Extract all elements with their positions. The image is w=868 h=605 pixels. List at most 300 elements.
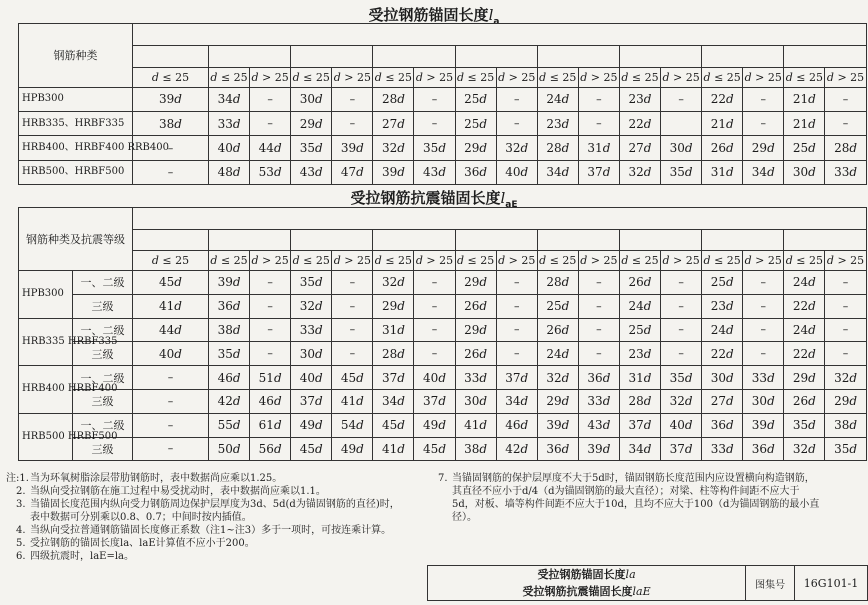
value-cell: 33d [825,160,866,184]
value-cell: – [332,87,373,111]
value-cell: 36d [455,160,496,184]
value-cell: 33d [702,437,743,461]
notes-left [6,472,404,563]
note-text: 当纵向受拉普通钢筋锚固长度修正系数（注1~注3）多于一项时，可按连乘计算。 [30,525,392,536]
table-row [19,294,867,318]
value-cell: 34d [209,87,250,111]
title-block [427,565,868,601]
value-cell: – [250,271,291,295]
value-cell: 25d [455,87,496,111]
atlas-label: 图集号 [746,566,795,601]
value-cell: 38d [133,112,209,136]
value-cell: 30d [743,389,784,413]
value-cell: 28d [537,271,578,295]
value-cell: 24d [537,342,578,366]
value-cell: 38d [209,318,250,342]
value-cell: 25d [455,112,496,136]
diameter-le-25-header: d ≤ 25 [209,67,250,87]
value-cell: 55d [209,413,250,437]
note-item [6,498,404,524]
value-cell: 38d [825,413,866,437]
value-cell: 29d [825,389,866,413]
grade-header [784,46,866,67]
value-cell: – [496,318,537,342]
value-cell: – [496,342,537,366]
value-cell: 49d [414,413,455,437]
diameter-gt-25-header: d > 25 [496,67,537,87]
value-cell: 43d [578,413,619,437]
diameter-gt-25-header: d > 25 [250,251,291,271]
value-cell: 22d [619,112,660,136]
diameter-gt-25-header: d > 25 [332,251,373,271]
value-cell: 54d [332,413,373,437]
value-cell: – [743,342,784,366]
value-cell: 39d [133,87,209,111]
value-cell: 51d [250,366,291,390]
value-cell: 24d [619,294,660,318]
diameter-le-25-header: d ≤ 25 [619,67,660,87]
value-cell: – [250,294,291,318]
value-cell: 35d [414,136,455,160]
value-cell: 33d [455,366,496,390]
diameter-gt-25-header: d > 25 [414,67,455,87]
grade-header [702,230,784,251]
value-cell: 26d [455,342,496,366]
table-row [19,413,867,437]
note-item [6,524,404,537]
value-cell: – [825,112,866,136]
value-cell: – [661,271,702,295]
value-cell: 39d [332,136,373,160]
value-cell: – [133,389,209,413]
value-cell: 35d [825,437,866,461]
value-cell: 39d [209,271,250,295]
value-cell: – [332,294,373,318]
grade-header [455,230,537,251]
table-row [19,389,867,413]
value-cell: – [250,112,291,136]
note-text: 当锚固长度范围内纵向受力钢筋周边保护层厚度为3d、5d(d为锚固钢筋的直径)时，表中数据可分别乘以0.8、0.7；中间时按内插值。 [30,499,400,523]
value-cell: 25d [702,271,743,295]
value-cell: 53d [250,160,291,184]
value-cell: – [743,112,784,136]
value-cell: 22d [784,294,825,318]
value-cell: – [661,294,702,318]
value-cell: – [578,271,619,295]
value-cell: 45d [133,271,209,295]
value-cell: 29d [784,366,825,390]
value-cell: 35d [661,366,702,390]
value-cell: 40d [414,366,455,390]
value-cell: 24d [784,318,825,342]
note-number: 5. [16,538,26,549]
value-cell: – [496,87,537,111]
value-cell: – [133,413,209,437]
value-cell: – [825,342,866,366]
value-cell: 40d [661,413,702,437]
value-cell: 46d [496,413,537,437]
grade-header [291,46,373,67]
value-cell: – [332,318,373,342]
value-cell: 43d [291,160,332,184]
seismic-level-label: 一、二级 [73,366,133,390]
value-cell: 21d [784,112,825,136]
value-cell: – [661,342,702,366]
value-cell: – [825,271,866,295]
diameter-le-25-header: d ≤ 25 [702,251,743,271]
table-row [19,366,867,390]
value-cell: 32d [291,294,332,318]
diameter-le-25-header: d ≤ 25 [291,251,332,271]
value-cell: 32d [619,160,660,184]
value-cell: – [743,87,784,111]
value-cell: 24d [784,271,825,295]
value-cell: 39d [578,437,619,461]
diameter-gt-25-header: d > 25 [578,67,619,87]
grade-header [537,230,619,251]
value-cell: – [661,318,702,342]
value-cell: 32d [661,389,702,413]
diameter-gt-25-header: d > 25 [332,67,373,87]
note-number: 3. [16,499,26,510]
value-cell: 24d [537,87,578,111]
value-cell: 37d [496,366,537,390]
value-cell: 40d [209,136,250,160]
concrete-grade-header [133,208,867,230]
value-cell: 50d [209,437,250,461]
value-cell: 45d [332,366,373,390]
value-cell: 29d [373,294,414,318]
note-text: 当纵向受拉钢筋在施工过程中易受扰动时，表中数据尚应乘以1.1。 [30,486,326,497]
value-cell: 47d [332,160,373,184]
value-cell: 36d [702,413,743,437]
value-cell: 35d [784,413,825,437]
value-cell: 41d [455,413,496,437]
seismic-level-label: 一、二级 [73,271,133,295]
value-cell: 34d [373,389,414,413]
note-item [6,472,404,485]
value-cell: 26d [784,389,825,413]
grade-header [702,46,784,67]
value-cell: 40d [133,342,209,366]
row-header-label: 钢筋种类 [19,24,133,88]
value-cell: 26d [702,136,743,160]
value-cell: 29d [743,136,784,160]
table-row [19,271,867,295]
value-cell: 30d [291,342,332,366]
diameter-le-25-header: d ≤ 25 [209,251,250,271]
value-cell: – [496,271,537,295]
steel-type-label: HRB400、HRBF400 RRB400 [19,136,133,160]
value-cell: – [414,342,455,366]
grade-header [209,46,291,67]
diameter-le-25-header: d ≤ 25 [455,251,496,271]
value-cell: 23d [619,87,660,111]
value-cell: – [825,294,866,318]
value-cell: 29d [455,136,496,160]
value-cell: – [133,366,209,390]
value-cell: – [250,318,291,342]
steel-type-label: HRB335、HRBF335 [19,112,133,136]
value-cell: 42d [209,389,250,413]
grade-header [619,230,701,251]
value-cell: 30d [702,366,743,390]
value-cell: – [332,271,373,295]
note-text: 当锚固钢筋的保护层厚度不大于5d时，锚固钢筋长度范围内应设置横向构造钢筋，其直径不应小于d/4（d为锚固钢筋的最大直径）；对梁、柱等构件间距不应大于5d，对板、墙等构件间距不应大于10d，且均不应大于100（d为锚固钢筋的最小直径）。 [452,473,820,523]
value-cell: 37d [291,389,332,413]
diameter-le-25-header: d ≤ 25 [537,67,578,87]
note-text: 当为环氧树脂涂层带肋钢筋时，表中数据尚应乘以1.25。 [30,473,283,484]
value-cell: 23d [702,294,743,318]
value-cell: 32d [825,366,866,390]
value-cell: 39d [743,413,784,437]
value-cell: 28d [537,136,578,160]
grade-header [619,46,701,67]
diameter-gt-25-header: d > 25 [743,251,784,271]
note-text: 受拉钢筋的锚固长度la、laE计算值不应小于200。 [30,538,255,549]
value-cell: 29d [455,271,496,295]
value-cell: 27d [702,389,743,413]
table-row [19,342,867,366]
table-row [19,437,867,461]
value-cell: 37d [578,160,619,184]
value-cell: 32d [373,271,414,295]
grade-header [784,230,866,251]
value-cell: 22d [702,342,743,366]
diameter-gt-25-header: d > 25 [825,251,866,271]
value-cell: 41d [133,294,209,318]
value-cell: 45d [414,437,455,461]
diameter-gt-25-header: d > 25 [661,251,702,271]
value-cell: 34d [619,437,660,461]
atlas-number: 16G101-1 [795,566,868,601]
value-cell: 26d [619,271,660,295]
note-text: 四级抗震时，laE=la。 [30,551,134,562]
note-number: 注:1. [6,473,29,484]
value-cell: 39d [373,160,414,184]
value-cell: – [133,160,209,184]
value-cell: 21d [702,112,743,136]
value-cell: 23d [537,112,578,136]
value-cell: 28d [825,136,866,160]
diameter-le-25-header: d ≤ 25 [291,67,332,87]
value-cell: 44d [250,136,291,160]
value-cell: – [743,318,784,342]
value-cell: 39d [537,413,578,437]
value-cell: 26d [455,294,496,318]
value-cell: 44d [133,318,209,342]
value-cell: 49d [291,413,332,437]
value-cell: 40d [496,160,537,184]
value-cell: 22d [784,342,825,366]
value-cell: – [496,112,537,136]
value-cell: – [133,136,209,160]
value-cell: 41d [332,389,373,413]
diameter-le-25-header: d ≤ 25 [133,67,209,87]
value-cell: – [250,342,291,366]
value-cell: 49d [332,437,373,461]
grade-header [373,46,455,67]
seismic-level-label: 三级 [73,389,133,413]
value-cell: – [332,342,373,366]
diameter-gt-25-header: d > 25 [743,67,784,87]
value-cell: – [250,87,291,111]
value-cell: 25d [619,318,660,342]
value-cell: – [578,294,619,318]
value-cell: – [578,342,619,366]
value-cell: 36d [578,366,619,390]
value-cell: – [578,87,619,111]
grade-header [133,230,209,251]
value-cell: 29d [455,318,496,342]
diameter-le-25-header: d ≤ 25 [455,67,496,87]
value-cell: – [825,87,866,111]
note-item [6,550,404,563]
value-cell: 38d [455,437,496,461]
value-cell: 31d [373,318,414,342]
table-row [19,87,867,111]
value-cell: 29d [291,112,332,136]
diameter-gt-25-header: d > 25 [250,67,291,87]
steel-type-label: HPB300 [19,87,133,111]
value-cell: 26d [537,318,578,342]
diameter-le-25-header: d ≤ 25 [784,67,825,87]
grade-header [209,230,291,251]
diameter-le-25-header: d ≤ 25 [702,67,743,87]
value-cell: 36d [743,437,784,461]
value-cell: 37d [373,366,414,390]
value-cell: 30d [455,389,496,413]
steel-type-label: HRB335 HRBF335 [19,318,73,366]
value-cell: 34d [496,389,537,413]
steel-type-label: HPB300 [19,271,73,319]
value-cell: 45d [291,437,332,461]
steel-type-label: HRB500、HRBF500 [19,160,133,184]
value-cell: – [332,112,373,136]
value-cell: 25d [537,294,578,318]
value-cell: 61d [250,413,291,437]
value-cell: – [414,294,455,318]
value-cell: 34d [537,160,578,184]
table2-title: 受拉钢筋抗震锚固长度$l_{aE}$ [350,189,518,210]
value-cell: 35d [291,136,332,160]
table-row [19,112,867,136]
grade-header [133,46,209,67]
value-cell: – [743,294,784,318]
value-cell: 22d [702,87,743,111]
value-cell: 37d [619,413,660,437]
seismic-level-label: 一、二级 [73,318,133,342]
diameter-le-25-header: d ≤ 25 [373,67,414,87]
value-cell: 28d [619,389,660,413]
value-cell: 31d [619,366,660,390]
value-cell: 37d [661,437,702,461]
value-cell: 21d [784,87,825,111]
diameter-le-25-header: d ≤ 25 [537,251,578,271]
value-cell: 41d [373,437,414,461]
value-cell: 30d [291,87,332,111]
note-item [6,537,404,550]
table-row [19,160,867,184]
concrete-grade-header [133,24,867,46]
notes-right [428,472,820,524]
diameter-gt-25-header: d > 25 [661,67,702,87]
value-cell: – [743,271,784,295]
value-cell: 33d [291,318,332,342]
value-cell: 28d [373,87,414,111]
value-cell: 35d [291,271,332,295]
value-cell: 34d [743,160,784,184]
seismic-anchorage-length-table [18,207,867,461]
value-cell: 29d [537,389,578,413]
grade-header [455,46,537,67]
value-cell: 33d [209,112,250,136]
table-row [19,136,867,160]
note-number: 4. [16,525,26,536]
note-number: 6. [16,551,26,562]
diameter-le-25-header: d ≤ 25 [373,251,414,271]
value-cell: 56d [250,437,291,461]
grade-header [537,46,619,67]
note-number: 2. [16,486,26,497]
seismic-level-label: 三级 [73,437,133,461]
diameter-gt-25-header: d > 25 [496,251,537,271]
value-cell: 36d [209,294,250,318]
value-cell: 35d [661,160,702,184]
value-cell: – [133,437,209,461]
value-cell: – [414,112,455,136]
value-cell: 32d [496,136,537,160]
value-cell: – [578,112,619,136]
table1-title: 受拉钢筋锚固长度$l_a$ [368,6,500,27]
diameter-le-25-header: d ≤ 25 [133,251,209,271]
diameter-le-25-header: d ≤ 25 [619,251,660,271]
value-cell: – [414,271,455,295]
seismic-level-label: 三级 [73,342,133,366]
title-block-title: 受拉钢筋锚固长度la 受拉钢筋抗震锚固长度laE [428,566,746,601]
note-item [428,472,820,524]
value-cell: 28d [373,342,414,366]
diameter-gt-25-header: d > 25 [825,67,866,87]
diameter-gt-25-header: d > 25 [414,251,455,271]
row-header-label: 钢筋种类及抗震等级 [19,208,133,271]
grade-header [373,230,455,251]
value-cell: 32d [537,366,578,390]
table-row [19,318,867,342]
value-cell: 33d [743,366,784,390]
value-cell: – [414,318,455,342]
value-cell: 43d [414,160,455,184]
diameter-gt-25-header: d > 25 [578,251,619,271]
value-cell: 31d [578,136,619,160]
value-cell: 32d [373,136,414,160]
seismic-level-label: 三级 [73,294,133,318]
value-cell: 33d [578,389,619,413]
value-cell: 37d [414,389,455,413]
value-cell: 46d [250,389,291,413]
value-cell: 27d [619,136,660,160]
value-cell: 48d [209,160,250,184]
value-cell: 32d [784,437,825,461]
value-cell: 36d [537,437,578,461]
grade-header [291,230,373,251]
value-cell: 27d [373,112,414,136]
note-item [6,485,404,498]
steel-type-label: HRB400 HRBF400 [19,366,73,414]
value-cell: 35d [209,342,250,366]
value-cell: – [578,318,619,342]
value-cell: 30d [784,160,825,184]
